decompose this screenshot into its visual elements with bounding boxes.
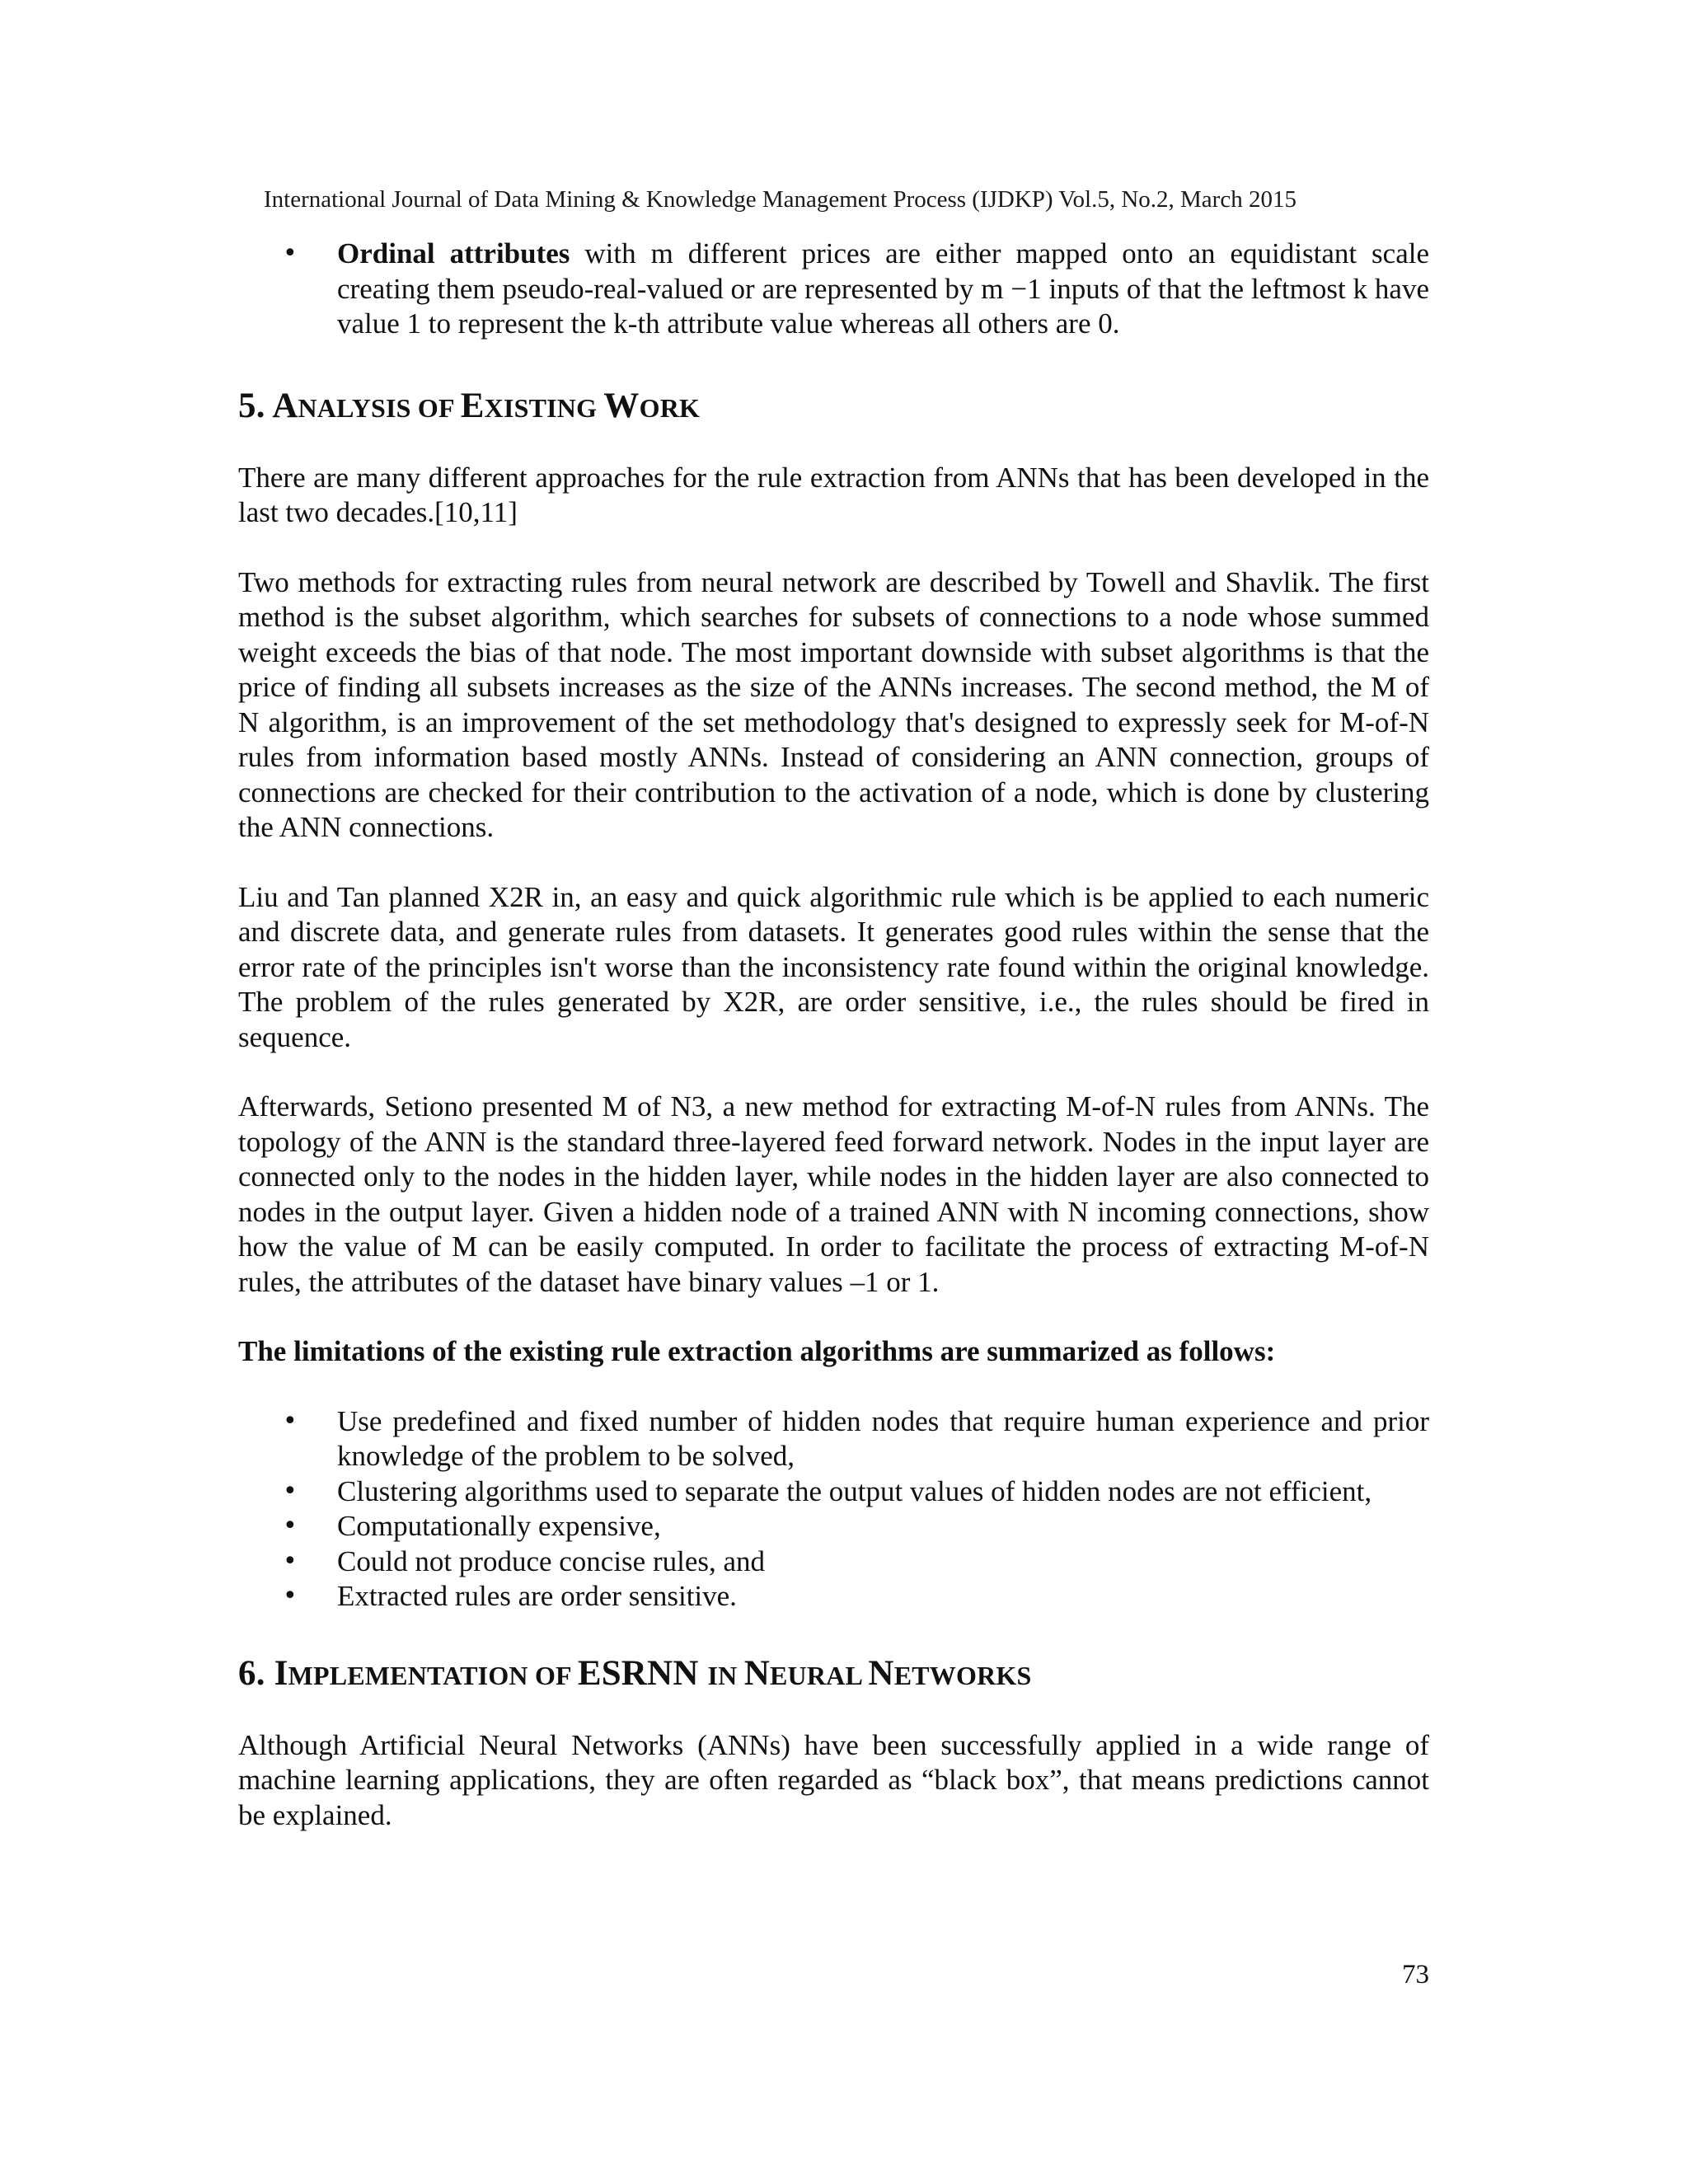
journal-header: International Journal of Data Mining & Knowledge Management Process (IJDKP) Vol.5, No.2, March 2015: [264, 186, 1296, 213]
bullet-icon: •: [283, 1406, 298, 1436]
section-5-heading: 5. ANALYSIS OF EXISTING WORK: [238, 386, 701, 425]
section-6-heading: 6. IMPLEMENTATION OF ESRNN IN NEURAL NETWORKS: [238, 1653, 1032, 1693]
bullet-text: with m different prices are either mapped onto an equidistant scale creating them pseudo-real-valued or are represented by m −1 inputs of that the leftmost k have value 1 to represent the k-th attribute value whereas all others are 0.: [337, 237, 1430, 340]
paragraph: Liu and Tan planned X2R in, an easy and quick algorithmic rule which is be applied to each numeric and discrete data, and generate rules from datasets. It generates good rules within the sense that the error rate of the principles isn't worse than the inconsistency rate found within the original knowledge. The problem of the rules generated by X2R, are order sensitive, i.e., the rules should be fired in sequence.: [238, 880, 1429, 1053]
list-item: • Clustering algorithms used to separate the output values of hidden nodes are not efficient,: [238, 1474, 1429, 1510]
paragraph: There are many different approaches for the rule extraction from ANNs that has been developed in the last two decades.[10,11]: [238, 461, 1429, 528]
bullet-term: Ordinal attributes: [337, 237, 570, 269]
page-body: [238, 237, 1429, 1833]
list-item: • Use predefined and fixed number of hidden nodes that require human experience and prior knowledge of the problem to be solved,: [283, 1404, 1429, 1472]
list-item: • Computationally expensive,: [238, 1509, 1429, 1544]
page-number: 73: [1402, 1960, 1429, 1990]
paragraph: Afterwards, Setiono presented M of N3, a new method for extracting M-of-N rules from ANNs. The topology of the ANN is the standard three-layered feed forward network. Nodes in the input layer are connected only to the nodes in the hidden layer, while nodes in the hidden layer are also connected to nodes in the output layer. Given a hidden node of a trained ANN with N incoming connections, show how the value of M can be easily computed. In order to facilitate the process of extracting M-of-N rules, the attributes of the dataset have binary values –1 or 1.: [238, 1090, 1429, 1298]
paragraph: Although Artificial Neural Networks (ANNs) have been successfully applied in a wide range of machine learning applications, they are often regarded as “black box”, that means predictions cannot be explained.: [238, 1728, 1429, 1831]
limitations-list: [238, 1404, 1429, 1615]
bullet-icon: •: [283, 1546, 298, 1576]
bullet-icon: •: [283, 1582, 298, 1610]
list-item: [238, 237, 1429, 342]
paragraph: Two methods for extracting rules from neural network are described by Towell and Shavlik. The first method is the subset algorithm, which searches for subsets of connections to a node whose summed weight exceeds the bias of that node. The most important downside with subset algorithms is that the price of finding all subsets increases as the size of the ANNs increases. The second method, the M of N algorithm, is an improvement of the set methodology that's designed to expressly seek for M-of-N rules from information based mostly ANNs. Instead of considering an ANN connection, groups of connections are checked for their contribution to the activation of a node, which is done by clustering the ANN connections.: [238, 565, 1429, 843]
bullet-icon: •: [283, 1476, 298, 1506]
list-item: • Extracted rules are order sensitive.: [238, 1579, 1429, 1615]
bullet-icon: •: [283, 239, 298, 268]
list-item: • Could not produce concise rules, and: [238, 1544, 1429, 1580]
bullet-icon: •: [283, 1511, 298, 1540]
limitations-heading: The limitations of the existing rule extraction algorithms are summarized as follows:: [238, 1335, 1276, 1367]
ordinal-attributes-list: [238, 237, 1429, 342]
